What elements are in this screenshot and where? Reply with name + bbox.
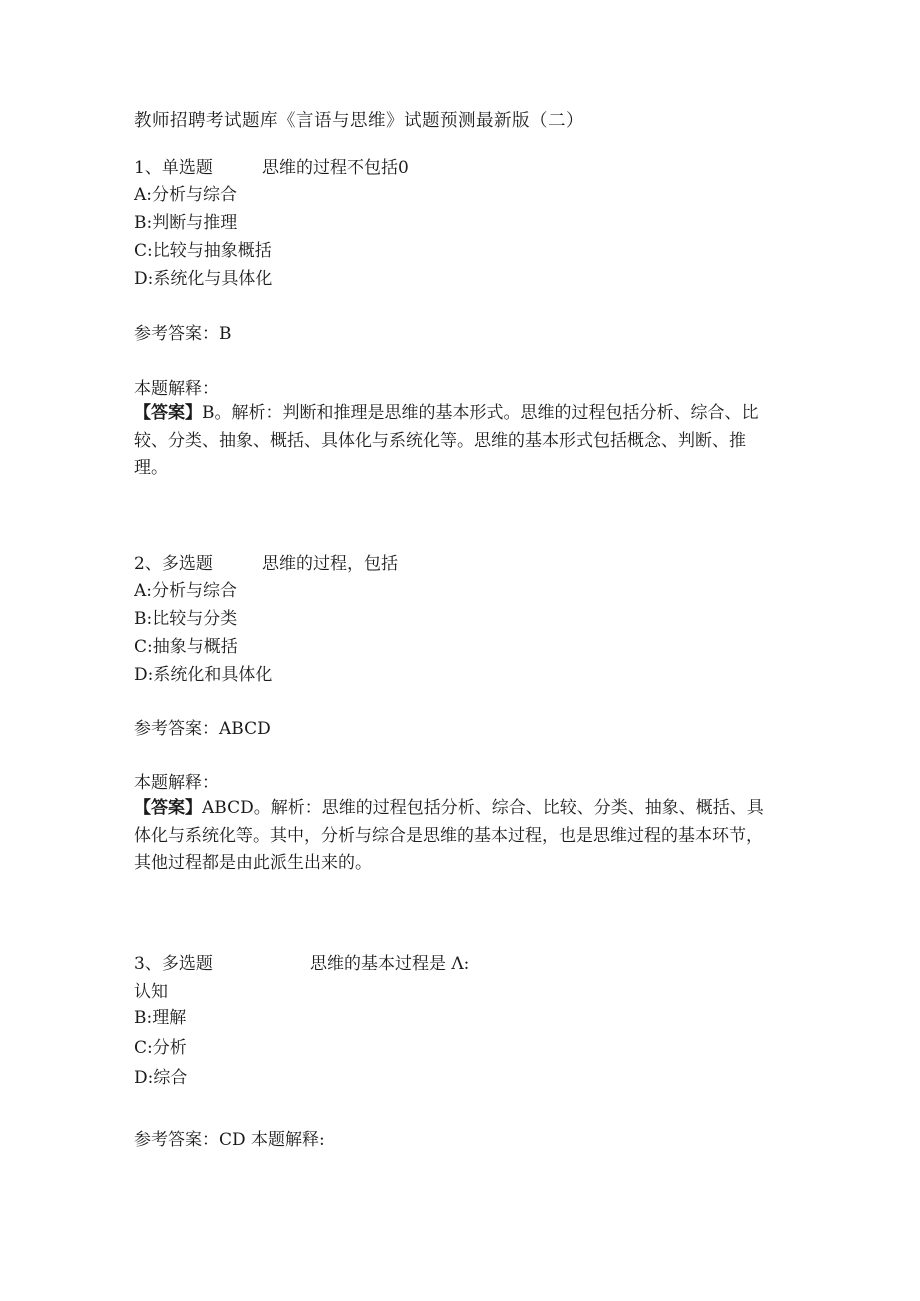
question-3-type: 3、多选题 bbox=[134, 954, 213, 974]
question-3-option-b: B:理解 bbox=[134, 1008, 187, 1028]
question-3-answer: 参考答案：CD 本题解释: bbox=[134, 1130, 325, 1150]
question-3-option-c: C:分析 bbox=[134, 1038, 187, 1058]
question-2-stem: 思维的过程，包括 bbox=[262, 554, 398, 574]
question-1-option-a: A:分析与综合 bbox=[134, 185, 238, 205]
question-3-option-d: D:综合 bbox=[134, 1068, 188, 1088]
question-1-option-d: D:系统化与具体化 bbox=[134, 269, 273, 289]
question-2-explanation-text: ABCD。解析：思维的过程包括分析、综合、比较、分类、抽象、概括、具体化与系统化等。其中，分析与综合是思维的基本过程，也是思维过程的基本环节，其他过程都是由此派生出来的。 bbox=[134, 798, 764, 873]
question-2-option-a: A:分析与综合 bbox=[134, 581, 238, 601]
question-1-answer: 参考答案：B bbox=[134, 324, 232, 344]
answer-bracket-label: 【答案】 bbox=[134, 403, 202, 423]
question-1-explanation bbox=[134, 400, 774, 483]
question-1-stem: 思维的过程不包括0 bbox=[262, 158, 409, 178]
document-title: 教师招聘考试题库《言语与思维》试题预测最新版（二） bbox=[134, 111, 584, 131]
question-2-header bbox=[134, 553, 398, 575]
question-3-option-a: 认知 bbox=[134, 982, 168, 1002]
question-2-option-d: D:系统化和具体化 bbox=[134, 665, 273, 685]
question-2-explanation bbox=[134, 795, 774, 878]
question-2-option-c: C:抽象与概括 bbox=[134, 637, 238, 657]
question-1-explanation-label: 本题解释： bbox=[134, 379, 219, 399]
question-3-stem: 思维的基本过程是 Λ: bbox=[310, 954, 470, 974]
question-3-header bbox=[134, 953, 469, 975]
question-2-option-b: B:比较与分类 bbox=[134, 609, 238, 629]
question-1-option-c: C:比较与抽象概括 bbox=[134, 241, 272, 261]
question-2-answer: 参考答案：ABCD bbox=[134, 719, 271, 739]
question-1-type: 1、单选题 bbox=[134, 158, 213, 178]
question-1-explanation-text: B。解析：判断和推理是思维的基本形式。思维的过程包括分析、综合、比较、分类、抽象、概括、具体化与系统化等。思维的基本形式包括概念、判断、推理。 bbox=[134, 403, 759, 478]
question-1-option-b: B:判断与推理 bbox=[134, 213, 238, 233]
answer-bracket-label: 【答案】 bbox=[134, 798, 202, 818]
question-2-explanation-label: 本题解释： bbox=[134, 773, 219, 793]
question-2-type: 2、多选题 bbox=[134, 554, 213, 574]
question-1-header bbox=[134, 157, 409, 179]
